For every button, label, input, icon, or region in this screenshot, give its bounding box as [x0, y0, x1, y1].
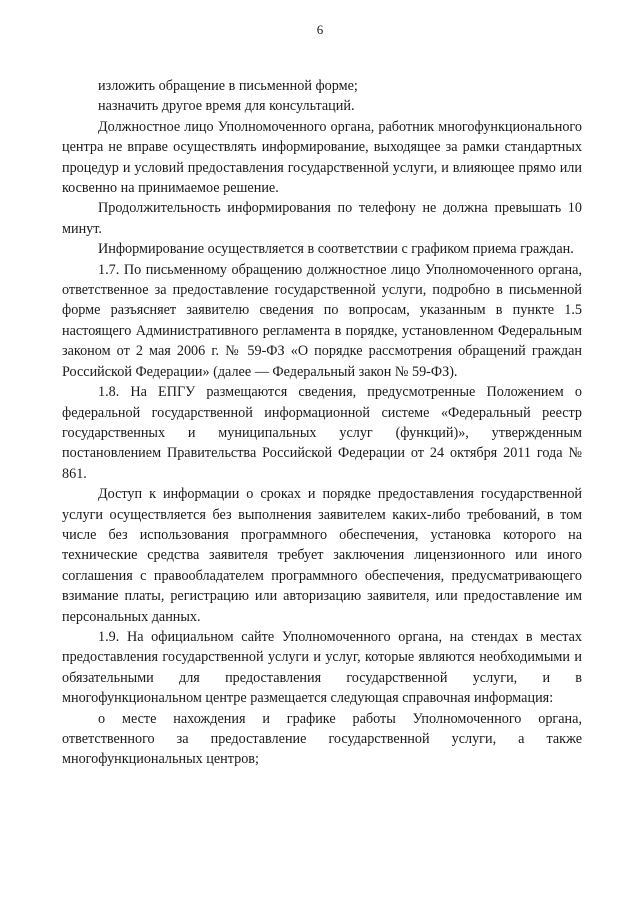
paragraph: Доступ к информации о сроках и порядке предоставления государственной услуги осуществляется без выполнения заявителем каких-либо требований, в том числе без использования программного обеспечения, установка которого на технические средства заявителя требует заключения лицензионного или иного соглашения с правообладателем программного обеспечения, предусматривающего взимание платы, регистрацию или авторизацию заявителя, или предоставление им персональных данных. — [62, 486, 582, 625]
paragraph: 1.9. На официальном сайте Уполномоченного органа, на стендах в местах предоставления государственной услуги и услуг, которые являются необходимыми и обязательными для предоставления государственной услуги, и в многофункциональном центре размещается следующая справочная информация: — [62, 628, 582, 707]
paragraph: назначить другое время для консультаций. — [98, 98, 355, 115]
paragraph: Должностное лицо Уполномоченного органа, работник многофункционального центра не вправе осуществлять информирование, выходящее за рамки стандартных процедур и условий предоставления государственной услуги, и влияющее прямо или косвенно на принимаемое решение. — [62, 118, 582, 197]
paragraph: Продолжительность информирования по телефону не должна превышать 10 минут. — [62, 200, 582, 237]
paragraph: Информирование осуществляется в соответствии с графиком приема граждан. — [98, 241, 574, 258]
paragraph: 1.7. По письменному обращению должностное лицо Уполномоченного органа, ответственное за предоставление государственной услуги, подробно в письменной форме разъясняет заявителю сведения по вопросам, указанным в пункте 1.5 настоящего Административного регламента в порядке, установленном Федеральным законом от 2 мая 2006 г. № 59-ФЗ «О порядке рассмотрения обращений граждан Российской Федерации» (далее — Федеральный закон № 59-ФЗ). — [62, 261, 582, 380]
document-body — [62, 76, 582, 770]
paragraph: изложить обращение в письменной форме; — [98, 78, 358, 94]
page-number: 6 — [316, 22, 324, 37]
paragraph: 1.8. На ЕПГУ размещаются сведения, предусмотренные Положением о федеральной государственной информационной системе «Федеральный реестр государственных и муниципальных услуг (функций)», утвержденным постановлением Правительства Российской Федерации от 24 октября 2011 года № 861. — [62, 384, 582, 482]
paragraph: о месте нахождения и графике работы Уполномоченного органа, ответственного за предоставление государственной услуги, а также многофункциональных центров; — [62, 710, 582, 768]
